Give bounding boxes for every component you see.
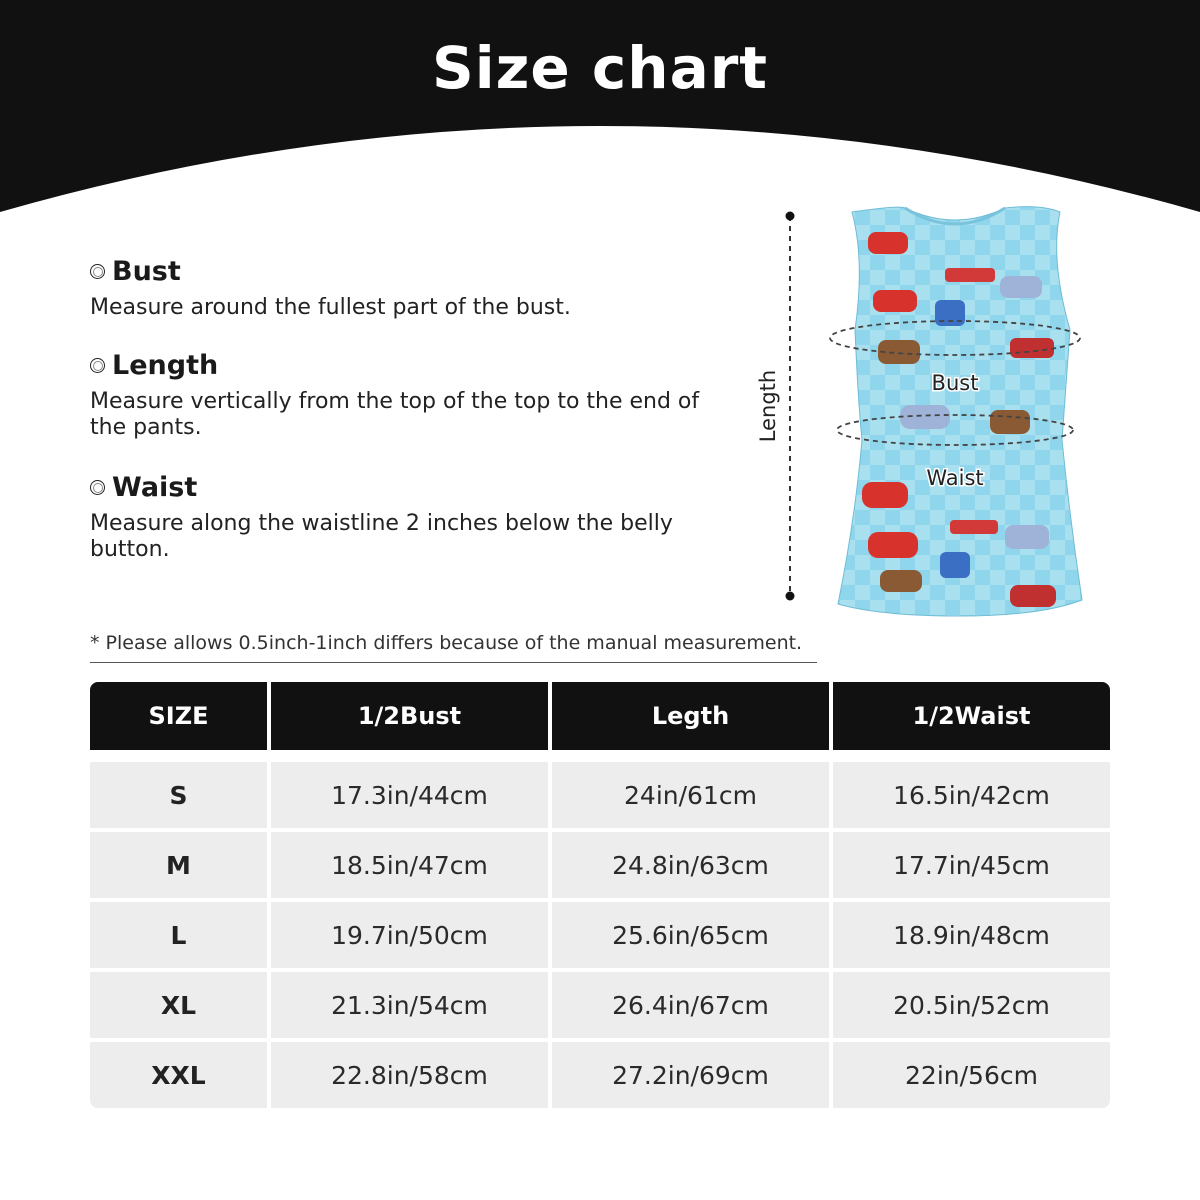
banner-graphic xyxy=(945,268,995,282)
column-header-size: SIZE xyxy=(90,682,267,750)
size-cell: XXL xyxy=(90,1042,267,1108)
measure-name: Waist xyxy=(112,472,198,503)
car-graphic xyxy=(900,405,950,429)
size-cell: XL xyxy=(90,972,267,1038)
car-graphic xyxy=(940,552,970,578)
size-table xyxy=(90,682,1110,1112)
measure-description: Measure around the fullest part of the bust. xyxy=(90,295,571,320)
car-graphic xyxy=(990,410,1030,434)
bust-cell: 17.3in/44cm xyxy=(271,762,548,828)
banner-graphic xyxy=(950,520,998,534)
car-graphic xyxy=(873,290,917,312)
column-header-length: Legth xyxy=(552,682,829,750)
measure-bust xyxy=(90,256,710,321)
header-banner xyxy=(0,0,1200,220)
size-cell: M xyxy=(90,832,267,898)
length-cell: 26.4in/67cm xyxy=(552,972,829,1038)
car-graphic xyxy=(868,232,908,254)
size-cell: S xyxy=(90,762,267,828)
measure-waist xyxy=(90,472,710,563)
waist-cell: 16.5in/42cm xyxy=(833,762,1110,828)
table-row xyxy=(90,1042,1110,1108)
car-graphic xyxy=(1010,338,1054,358)
length-cell: 27.2in/69cm xyxy=(552,1042,829,1108)
column-header-waist: 1/2Waist xyxy=(833,682,1110,750)
car-graphic xyxy=(880,570,922,592)
car-graphic xyxy=(1010,585,1056,607)
length-endpoint-top xyxy=(786,212,795,221)
length-label: Length xyxy=(756,369,780,443)
measurement-note: * Please allows 0.5inch-1inch differs because of the manual measurement. xyxy=(90,632,817,663)
bust-cell: 19.7in/50cm xyxy=(271,902,548,968)
measure-description: Measure along the waistline 2 inches below the belly button. xyxy=(90,511,673,562)
length-cell: 24in/61cm xyxy=(552,762,829,828)
size-cell: L xyxy=(90,902,267,968)
circle-bullet-icon xyxy=(90,264,105,279)
length-endpoint-bottom xyxy=(786,592,795,601)
waist-cell: 22in/56cm xyxy=(833,1042,1110,1108)
car-graphic xyxy=(862,482,908,508)
column-header-bust: 1/2Bust xyxy=(271,682,548,750)
length-cell: 25.6in/65cm xyxy=(552,902,829,968)
measure-length xyxy=(90,350,710,441)
waist-cell: 20.5in/52cm xyxy=(833,972,1110,1038)
car-graphic xyxy=(1005,525,1049,549)
circle-bullet-icon xyxy=(90,358,105,373)
measure-name: Length xyxy=(112,350,219,381)
car-graphic xyxy=(868,532,918,558)
bust-cell: 21.3in/54cm xyxy=(271,972,548,1038)
length-cell: 24.8in/63cm xyxy=(552,832,829,898)
bust-label: Bust xyxy=(931,371,979,395)
measure-name: Bust xyxy=(112,256,181,287)
car-graphic xyxy=(935,300,965,326)
bust-cell: 18.5in/47cm xyxy=(271,832,548,898)
tank-top-diagram xyxy=(740,195,1120,625)
bust-cell: 22.8in/58cm xyxy=(271,1042,548,1108)
car-graphic xyxy=(1000,276,1042,298)
table-row xyxy=(90,832,1110,898)
circle-bullet-icon xyxy=(90,480,105,495)
table-header-row xyxy=(90,682,1110,750)
measure-description: Measure vertically from the top of the top to the end of the pants. xyxy=(90,389,700,440)
waist-cell: 18.9in/48cm xyxy=(833,902,1110,968)
page-title: Size chart xyxy=(431,34,769,102)
table-row xyxy=(90,902,1110,968)
table-row xyxy=(90,762,1110,828)
waist-label: Waist xyxy=(926,466,984,490)
waist-cell: 17.7in/45cm xyxy=(833,832,1110,898)
table-row xyxy=(90,972,1110,1038)
